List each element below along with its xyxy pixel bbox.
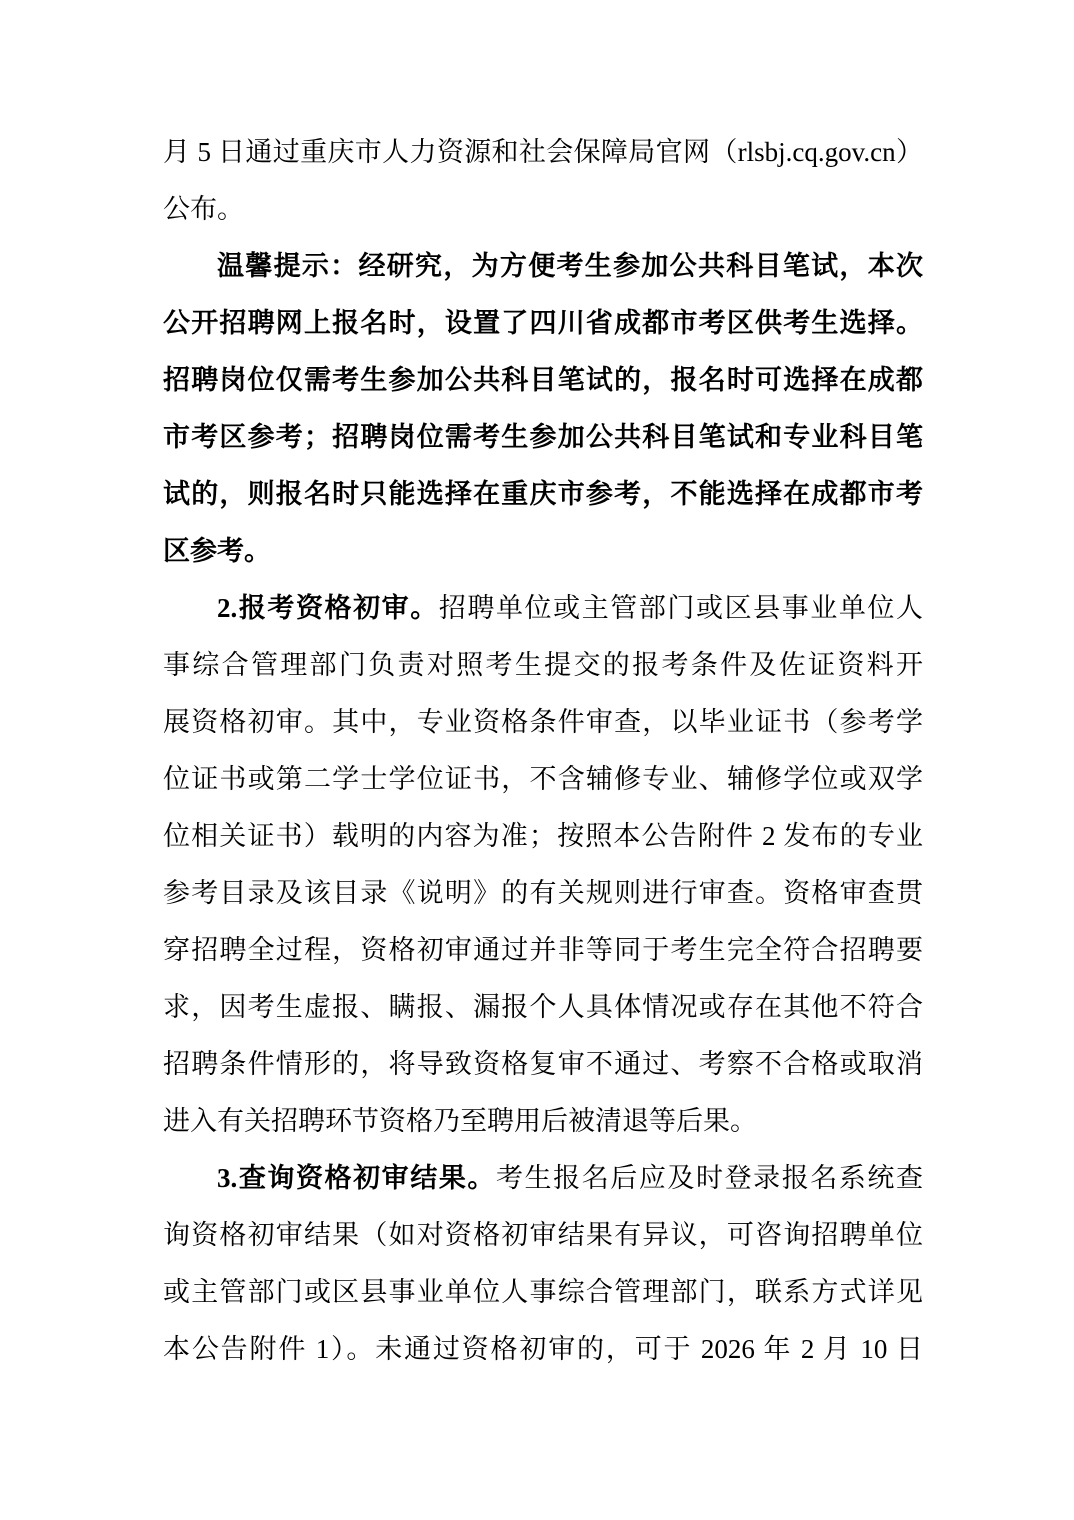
- text-line: [163, 865, 923, 922]
- text-segment: 参考目录及该目录《说明》的有关规则进行审查。资格审查贯: [163, 878, 923, 908]
- text-segment: 试的，则报名时只能选择在重庆市参考，不能选择在成都市考: [163, 479, 923, 509]
- text-line: [163, 1321, 923, 1378]
- text-line: [163, 409, 923, 466]
- text-segment: 穿招聘全过程，资格初审通过并非等同于考生完全符合招聘要: [163, 935, 923, 965]
- text-segment: 市考区参考；招聘岗位需考生参加公共科目笔试和专业科目笔: [163, 422, 923, 452]
- text-line: [163, 466, 923, 523]
- text-line: [163, 238, 923, 295]
- text-line: [163, 922, 923, 979]
- text-segment: 3.查询资格初审结果。: [217, 1163, 496, 1193]
- text-segment: 求，因考生虚报、瞒报、漏报个人具体情况或存在其他不符合: [163, 992, 923, 1022]
- text-line: [163, 181, 923, 238]
- text-segment: 招聘单位或主管部门或区县事业单位人: [438, 593, 923, 623]
- text-segment: 区参考。: [163, 536, 271, 566]
- text-line: [163, 1093, 923, 1150]
- text-line: [163, 295, 923, 352]
- text-segment: 考生报名后应及时登录报名系统查: [495, 1163, 923, 1193]
- text-segment: 询资格初审结果（如对资格初审结果有异议，可咨询招聘单位: [163, 1220, 923, 1250]
- text-segment: 事综合管理部门负责对照考生提交的报考条件及佐证资料开: [163, 650, 923, 680]
- text-segment: 位相关证书）载明的内容为准；按照本公告附件 2 发布的专业: [163, 821, 923, 851]
- text-line: [163, 808, 923, 865]
- text-line: [163, 637, 923, 694]
- text-segment: 招聘条件情形的，将导致资格复审不通过、考察不合格或取消: [163, 1049, 923, 1079]
- document-body: [163, 124, 923, 1378]
- text-segment: 或主管部门或区县事业单位人事综合管理部门，联系方式详见: [163, 1277, 923, 1307]
- text-line: [163, 979, 923, 1036]
- text-line: [163, 580, 923, 637]
- text-line: [163, 1150, 923, 1207]
- text-line: [163, 1036, 923, 1093]
- text-segment: 招聘岗位仅需考生参加公共科目笔试的，报名时可选择在成都: [163, 365, 923, 395]
- text-segment: 位证书或第二学士学位证书，不含辅修专业、辅修学位或双学: [163, 764, 923, 794]
- text-segment: 进入有关招聘环节资格乃至聘用后被清退等后果。: [163, 1106, 757, 1136]
- text-segment: 本公告附件 1）。未通过资格初审的，可于 2026 年 2 月 10 日: [163, 1334, 923, 1364]
- text-segment: 公布。: [163, 194, 244, 224]
- text-line: [163, 352, 923, 409]
- text-segment: 展资格初审。其中，专业资格条件审查，以毕业证书（参考学: [163, 707, 923, 737]
- text-line: [163, 523, 923, 580]
- text-line: [163, 751, 923, 808]
- text-line: [163, 124, 923, 181]
- text-segment: 2.报考资格初审。: [217, 593, 439, 623]
- text-line: [163, 1264, 923, 1321]
- text-segment: 温馨提示：经研究，为方便考生参加公共科目笔试，本次: [217, 251, 923, 281]
- text-segment: 月 5 日通过重庆市人力资源和社会保障局官网（rlsbj.cq.gov.cn）: [163, 137, 923, 167]
- text-line: [163, 694, 923, 751]
- text-line: [163, 1207, 923, 1264]
- text-segment: 公开招聘网上报名时，设置了四川省成都市考区供考生选择。: [163, 308, 923, 338]
